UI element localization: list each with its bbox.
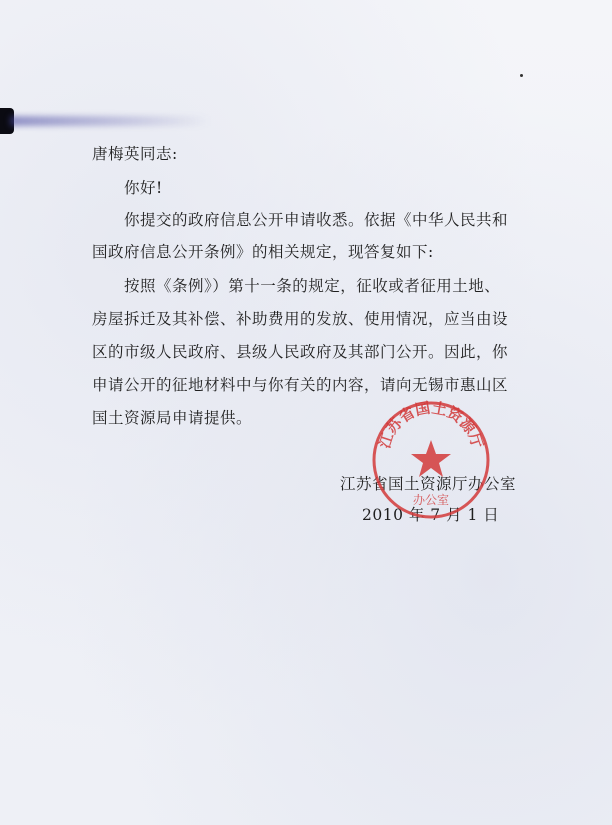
paragraph-line: 房屋拆迁及其补偿、补助费用的发放、使用情况，应当由设: [92, 310, 509, 328]
scan-streak: [10, 116, 210, 126]
greeting: 你好!: [124, 179, 163, 197]
salutation: 唐梅英同志:: [92, 145, 178, 163]
official-seal-icon: [369, 398, 493, 522]
paragraph-line: 区的市级人民政府、县级人民政府及其部门公开。因此，你: [92, 343, 509, 361]
paragraph-line: 国政府信息公开条例》的相关规定，现答复如下:: [92, 243, 434, 261]
paragraph-line: 按照《条例》）第十一条的规定，征收或者征用土地、: [124, 277, 501, 295]
date: 2010 年 7 月 1 日: [362, 506, 500, 524]
svg-text:办公室: 办公室: [412, 493, 450, 507]
speck: [520, 74, 523, 77]
paragraph-line: 你提交的政府信息公开申请收悉。依据《中华人民共和: [124, 211, 509, 229]
signature: 江苏省国土资源厅办公室: [340, 475, 517, 493]
paragraph-line: 国土资源局申请提供。: [92, 409, 253, 427]
paragraph-line: 申请公开的征地材料中与你有关的内容，请向无锡市惠山区: [92, 376, 509, 394]
svg-text:江苏省国土资源厅: 江苏省国土资源厅: [375, 398, 487, 451]
